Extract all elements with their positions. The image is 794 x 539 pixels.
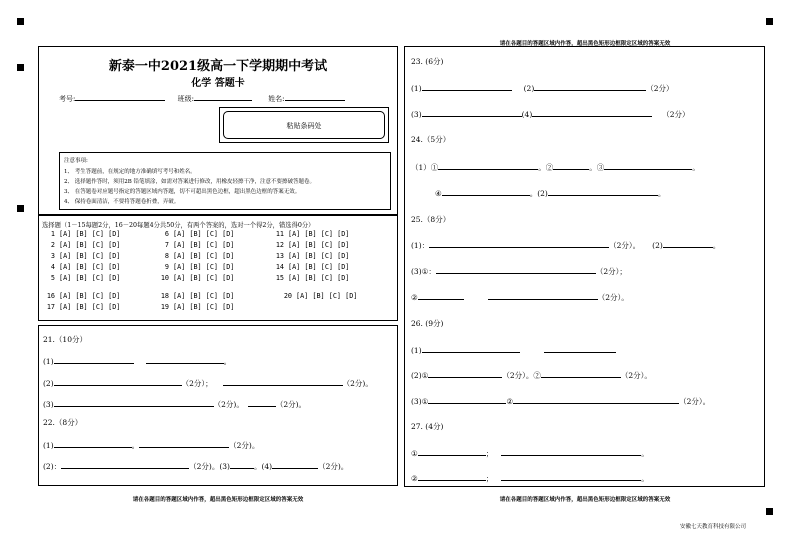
answer-line[interactable] xyxy=(501,473,641,481)
exam-title: 新泰一中2021级高一下学期期中考试 xyxy=(108,59,328,74)
choice-options[interactable]: [A] [B] [C] [D] xyxy=(59,252,121,260)
warning-bottom-left: 请在各题目的答题区域内作答，超出黑色矩形边框限定区域的答案无效 xyxy=(132,497,304,503)
answer-line[interactable] xyxy=(548,188,658,196)
alignment-mark xyxy=(17,64,24,71)
choice-item[interactable] xyxy=(157,230,234,238)
exam-subtitle: 化学 答题卡 xyxy=(191,78,245,89)
choice-number: 16 xyxy=(46,292,55,300)
q25-title: 25.（8分） xyxy=(411,215,451,224)
q26-title: 26. (9分) xyxy=(411,319,444,328)
choice-item[interactable] xyxy=(43,241,120,249)
choice-item[interactable] xyxy=(272,252,349,260)
choice-options[interactable]: [A] [B] [C] [D] xyxy=(288,263,350,271)
choice-item[interactable] xyxy=(157,292,234,300)
answer-line[interactable] xyxy=(436,266,596,274)
alignment-mark xyxy=(17,18,24,25)
choice-item[interactable] xyxy=(272,230,349,238)
choice-number: 17 xyxy=(46,303,55,311)
choice-section xyxy=(38,215,398,321)
note-item: 4、 保持卷面清洁，不要将答题卷折叠，弄破。 xyxy=(64,199,180,205)
choice-item[interactable] xyxy=(157,274,234,282)
choice-options[interactable]: [A] [B] [C] [D] xyxy=(173,241,235,249)
q24-title: 24.（5分） xyxy=(411,135,451,144)
choice-options[interactable]: [A] [B] [C] [D] xyxy=(288,252,350,260)
alignment-mark xyxy=(17,205,24,212)
answer-line[interactable] xyxy=(428,396,506,404)
answer-line[interactable] xyxy=(422,83,512,91)
answer-line[interactable] xyxy=(501,448,641,456)
warning-top: 请在各题目的答题区域内作答，超出黑色矩形边框限定区域的答案无效 xyxy=(499,41,671,47)
q27-part2: ② ； 。 xyxy=(411,474,649,483)
answer-line[interactable] xyxy=(61,461,189,469)
q25-part1: (1)： （2分）。 (2) 。 xyxy=(411,241,721,250)
q24-part1: （1）① 。② 。③ 。 xyxy=(411,163,700,172)
q21-q22-section xyxy=(38,325,398,486)
q25-part3: (3)①： （2分）； xyxy=(411,267,627,276)
answer-line[interactable] xyxy=(422,345,520,353)
choice-number: 4 xyxy=(50,263,55,271)
choice-number: 7 xyxy=(164,241,169,249)
choice-options[interactable]: [A] [B] [C] [D] xyxy=(173,303,235,311)
answer-line[interactable] xyxy=(513,396,679,404)
choice-number: 5 xyxy=(50,274,55,282)
choice-item[interactable] xyxy=(43,263,120,271)
class-label: 班级: xyxy=(177,95,194,103)
q26-part2: (2)① （2分）。② （2分）。 xyxy=(411,371,652,380)
choice-options[interactable]: [A] [B] [C] [D] xyxy=(173,274,235,282)
choice-item[interactable] xyxy=(43,252,120,260)
answer-line[interactable] xyxy=(54,356,134,364)
q22-part1: (1) 。 （2分)。 xyxy=(43,441,260,450)
q26-part1: (1) xyxy=(411,345,616,355)
answer-line[interactable] xyxy=(248,399,276,407)
choice-number: 14 xyxy=(275,263,284,271)
answer-line[interactable] xyxy=(54,378,182,386)
choice-options[interactable]: [A] [B] [C] [D] xyxy=(59,263,121,271)
right-answer-area xyxy=(404,46,765,487)
choice-item[interactable] xyxy=(157,303,234,311)
answer-line[interactable] xyxy=(418,292,464,300)
q23-part1: (1) (2) （2分） xyxy=(411,84,674,93)
choice-number: 3 xyxy=(50,252,55,260)
choice-options[interactable]: [A] [B] [C] [D] xyxy=(59,230,121,238)
barcode-label: 粘贴条码处 xyxy=(286,122,322,130)
choice-item[interactable] xyxy=(157,252,234,260)
barcode-area xyxy=(223,111,385,139)
exam-no-field[interactable] xyxy=(75,93,165,101)
header-section xyxy=(38,46,398,215)
choice-options[interactable]: [A] [B] [C] [D] xyxy=(173,292,235,300)
choice-options[interactable]: [A] [B] [C] [D] xyxy=(173,263,235,271)
choice-number: 11 xyxy=(275,230,284,238)
answer-line[interactable] xyxy=(663,240,713,248)
q21-part2: (2) （2分）； （2分)。 xyxy=(43,379,373,388)
choice-item[interactable] xyxy=(43,230,120,238)
choice-options[interactable]: [A] [B] [C] [D] xyxy=(59,292,121,300)
q22-title: 22.（8分） xyxy=(43,418,83,427)
choice-number: 10 xyxy=(160,274,169,282)
q24-part2: ④ 。(2) 。 xyxy=(435,189,666,198)
choice-number: 13 xyxy=(275,252,284,260)
exam-no-label: 考号: xyxy=(59,95,76,103)
answer-line[interactable] xyxy=(54,440,132,448)
info-row xyxy=(59,93,345,104)
answer-line[interactable] xyxy=(418,448,486,456)
choice-number: 18 xyxy=(160,292,169,300)
choice-item[interactable] xyxy=(157,263,234,271)
q25-part4: ② （2分）。 xyxy=(411,293,629,302)
alignment-mark xyxy=(766,18,773,25)
answer-line[interactable] xyxy=(553,162,589,170)
class-field[interactable] xyxy=(194,93,252,101)
answer-line[interactable] xyxy=(139,440,229,448)
answer-line[interactable] xyxy=(442,188,530,196)
q23-title: 23. (6分) xyxy=(411,57,444,66)
choice-item[interactable] xyxy=(43,274,120,282)
q27-part1: ① ； 。 xyxy=(411,449,649,458)
alignment-mark xyxy=(766,508,773,515)
answer-line[interactable] xyxy=(272,461,318,469)
footer-company: 安徽七天教育科技有限公司 xyxy=(680,524,747,530)
warning-bottom-right: 请在各题目的答题区域内作答，超出黑色矩形边框限定区域的答案无效 xyxy=(499,497,671,503)
choice-options[interactable]: [A] [B] [C] [D] xyxy=(59,274,121,282)
choice-item[interactable] xyxy=(157,241,234,249)
choice-number: 2 xyxy=(50,241,55,249)
choice-options[interactable]: [A] [B] [C] [D] xyxy=(173,252,235,260)
answer-line[interactable] xyxy=(230,461,254,469)
choice-options[interactable]: [A] [B] [C] [D] xyxy=(296,292,358,300)
q26-part3: (3)① ② （2分）。 xyxy=(411,397,711,406)
answer-line[interactable] xyxy=(544,345,616,353)
choice-options[interactable]: [A] [B] [C] [D] xyxy=(288,230,350,238)
choice-header: 选择题（1－15每题2分，16－20每题4分共50分，有两个答案的，选对一个得2分，错选得0分） xyxy=(42,222,315,229)
answer-line[interactable] xyxy=(429,240,609,248)
q23-part3: (3) (4) （2分） xyxy=(411,110,690,119)
note-item: 2、 选择题作答时，须用2B 铅笔填涂，如需对答案进行修改，用橡皮轻擦干净，注意不要擦破答题卷。 xyxy=(64,179,316,185)
choice-item[interactable] xyxy=(272,263,349,271)
barcode-outer xyxy=(219,107,389,143)
answer-line[interactable] xyxy=(534,83,646,91)
choice-item[interactable] xyxy=(272,241,349,249)
choice-options[interactable]: [A] [B] [C] [D] xyxy=(59,303,121,311)
name-field[interactable] xyxy=(285,93,345,101)
answer-line[interactable] xyxy=(604,162,692,170)
answer-line[interactable] xyxy=(422,109,522,117)
choice-number: 8 xyxy=(164,252,169,260)
answer-line[interactable] xyxy=(438,162,538,170)
choice-options[interactable]: [A] [B] [C] [D] xyxy=(288,241,350,249)
choice-item[interactable] xyxy=(43,292,120,300)
answer-line[interactable] xyxy=(146,356,224,364)
notes-title: 注意事项: xyxy=(64,158,88,164)
answer-line[interactable] xyxy=(223,378,343,386)
q21-part1: (1) 。 xyxy=(43,357,232,366)
choice-number: 20 xyxy=(283,292,292,300)
answer-line[interactable] xyxy=(418,473,486,481)
q21-title: 21.（10分） xyxy=(43,335,87,344)
choice-number: 19 xyxy=(160,303,169,311)
choice-item[interactable] xyxy=(272,274,349,282)
q22-part2: (2)： （2分)。(3) 。(4) （2分)。 xyxy=(43,462,349,471)
choice-item[interactable] xyxy=(280,292,357,300)
notes-box xyxy=(59,152,391,210)
name-label: 姓名: xyxy=(268,95,285,103)
choice-number: 15 xyxy=(275,274,284,282)
choice-number: 9 xyxy=(164,263,169,271)
answer-line[interactable] xyxy=(428,370,502,378)
choice-options[interactable]: [A] [B] [C] [D] xyxy=(288,274,350,282)
choice-options[interactable]: [A] [B] [C] [D] xyxy=(59,241,121,249)
choice-options[interactable]: [A] [B] [C] [D] xyxy=(173,230,235,238)
answer-line[interactable] xyxy=(54,399,214,407)
answer-line[interactable] xyxy=(541,370,621,378)
q27-title: 27. (4分) xyxy=(411,422,444,431)
choice-item[interactable] xyxy=(43,303,120,311)
choice-number: 6 xyxy=(164,230,169,238)
note-item: 3、 在答题卷对应题号指定的答题区域内答题，切不可超出黑色边框，超出黑色边框的答案无效。 xyxy=(64,189,301,195)
answer-line[interactable] xyxy=(532,109,652,117)
answer-line[interactable] xyxy=(488,292,598,300)
choice-number: 12 xyxy=(275,241,284,249)
q21-part3: (3) （2分)。 （2分)。 xyxy=(43,400,307,409)
choice-number: 1 xyxy=(50,230,55,238)
note-item: 1、 考生答题前，在规定的地方准确填写考号和姓名。 xyxy=(64,169,196,175)
